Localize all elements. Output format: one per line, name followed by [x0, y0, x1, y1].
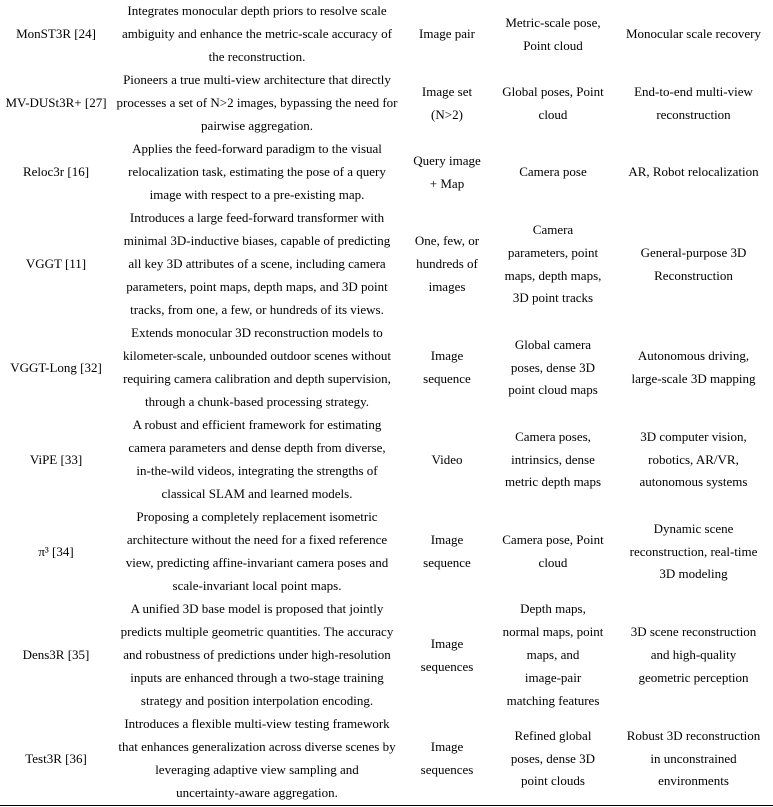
- input-line: Image: [430, 532, 464, 548]
- application-line: AR, Robot relocalization: [628, 164, 759, 180]
- description-line: tracks, from one, a few, or hundreds of its views.: [130, 301, 384, 317]
- description-cell: [112, 506, 402, 598]
- description-line: camera parameters and dense depth from diverse,: [128, 440, 386, 456]
- input-cell: [402, 138, 492, 207]
- application-cell: [614, 69, 773, 138]
- description-line: inputs are enhanced through a two-stage training: [130, 669, 384, 685]
- input-cell: [402, 207, 492, 322]
- output-cell: [492, 598, 614, 713]
- input-line: sequences: [420, 762, 474, 777]
- table-row: [0, 598, 773, 713]
- description-line: strategy and position interpolation encoding.: [140, 692, 374, 708]
- description-line: image with respect to a pre-existing map.: [149, 186, 365, 202]
- description-line: view, predicting affine-invariant camera poses and: [125, 555, 389, 570]
- description-line: relocalization task, estimating the pose of a query: [128, 164, 386, 180]
- input-cell: [402, 0, 492, 69]
- description-line: parameters, point maps, depth maps, and 3D point: [126, 278, 388, 294]
- input-cell: [402, 713, 492, 806]
- application-cell: [614, 506, 773, 598]
- table-row: [0, 207, 773, 322]
- application-line: robotics, AR/VR,: [648, 451, 739, 467]
- table-row: [0, 713, 773, 806]
- output-line: Metric-scale pose,: [505, 14, 601, 30]
- output-cell: [492, 713, 614, 806]
- description-line: kilometer-scale, unbounded outdoor scenes without: [123, 348, 391, 364]
- output-line: maps, depth maps,: [504, 267, 602, 283]
- method-cell: Dens3R [35]: [22, 647, 90, 663]
- input-line: Video: [431, 451, 463, 467]
- description-line: predicts multiple geometric quantities. The accuracy: [120, 624, 394, 640]
- input-cell: [402, 69, 492, 138]
- output-cell: [492, 69, 614, 138]
- description-cell: [112, 69, 402, 138]
- description-line: that enhances generalization across diverse scenes by: [118, 739, 396, 755]
- table-row: [0, 0, 773, 69]
- input-line: Query image: [413, 152, 481, 168]
- output-line: matching features: [506, 692, 600, 708]
- description-line: Pioneers a true multi-view architecture that directly: [123, 72, 391, 88]
- input-line: + Map: [429, 175, 465, 191]
- input-line: (N>2): [431, 106, 463, 122]
- application-line: and high-quality: [650, 647, 737, 663]
- method-cell: Reloc3r [16]: [22, 164, 90, 180]
- description-line: uncertainty-aware aggregation.: [176, 784, 338, 800]
- output-line: image-pair: [524, 669, 582, 685]
- description-line: Integrates monocular depth priors to resolve scale: [127, 3, 387, 19]
- input-line: sequence: [423, 371, 471, 386]
- table-row: [0, 414, 773, 506]
- method-cell: MV-DUSt3R+ [27]: [5, 95, 107, 111]
- input-line: sequence: [423, 555, 471, 570]
- application-line: Monocular scale recovery: [626, 26, 761, 42]
- output-cell: [492, 414, 614, 506]
- description-line: through a chunk-based processing strategy.: [144, 393, 370, 409]
- method-cell: π³ [34]: [38, 543, 74, 559]
- output-line: Refined global: [514, 727, 592, 743]
- input-cell: [402, 414, 492, 506]
- method-cell: ViPE [33]: [29, 451, 83, 467]
- description-line: Extends monocular 3D reconstruction models to: [131, 325, 383, 341]
- application-line: in unconstrained: [650, 750, 737, 766]
- output-line: Camera: [532, 221, 574, 237]
- application-cell: [614, 0, 773, 69]
- output-cell: [492, 207, 614, 322]
- application-line: Reconstruction: [654, 267, 733, 283]
- description-line: minimal 3D-inductive biases, capable of predicting: [123, 233, 391, 249]
- description-line: Introduces a large feed-forward transformer with: [129, 210, 385, 226]
- application-line: Dynamic scene: [653, 520, 734, 536]
- application-line: geometric perception: [638, 669, 749, 685]
- output-line: maps, and: [526, 647, 580, 663]
- description-cell: [112, 138, 402, 207]
- description-line: leveraging adaptive view sampling and: [155, 762, 359, 777]
- table-row: [0, 322, 773, 414]
- input-line: One, few, or: [414, 233, 480, 249]
- description-line: classical SLAM and learned models.: [161, 485, 353, 501]
- application-line: autonomous systems: [639, 474, 748, 490]
- description-line: requiring camera calibration and depth supervision,: [123, 371, 391, 386]
- output-line: Point cloud: [523, 37, 583, 53]
- description-line: scale-invariant local point maps.: [172, 577, 342, 593]
- input-line: sequences: [420, 658, 474, 674]
- application-cell: [614, 598, 773, 713]
- output-line: point cloud maps: [508, 382, 598, 398]
- output-line: parameters, point: [507, 244, 599, 260]
- description-line: all key 3D attributes of a scene, including camera: [128, 256, 386, 272]
- description-cell: [112, 598, 402, 713]
- output-line: Camera poses,: [515, 428, 591, 444]
- input-line: Image: [430, 635, 464, 651]
- output-line: Global camera: [514, 336, 592, 352]
- input-cell: [402, 506, 492, 598]
- application-line: General-purpose 3D: [640, 244, 747, 260]
- input-cell: [402, 598, 492, 713]
- application-cell: [614, 138, 773, 207]
- application-line: 3D modeling: [659, 566, 728, 582]
- output-line: metric depth maps: [504, 474, 602, 490]
- output-line: point clouds: [521, 773, 585, 789]
- application-line: 3D scene reconstruction: [630, 624, 757, 640]
- input-line: Image set: [421, 83, 473, 99]
- description-cell: [112, 713, 402, 806]
- method-cell: MonST3R [24]: [16, 26, 96, 42]
- output-line: poses, dense 3D: [510, 359, 596, 375]
- application-cell: [614, 713, 773, 806]
- application-cell: [614, 414, 773, 506]
- description-line: processes a set of N>2 images, bypassing the need for: [116, 95, 398, 111]
- application-cell: [614, 207, 773, 322]
- description-line: ambiguity and enhance the metric-scale accuracy of: [122, 26, 392, 42]
- output-cell: [492, 138, 614, 207]
- description-line: architecture without the need for a fixed reference: [126, 532, 388, 548]
- description-line: A robust and efficient framework for estimating: [132, 417, 382, 433]
- application-line: reconstruction, real-time: [629, 543, 758, 559]
- table-row: [0, 506, 773, 598]
- output-line: 3D point tracks: [512, 290, 594, 306]
- output-line: Depth maps,: [520, 601, 586, 617]
- output-cell: [492, 0, 614, 69]
- description-line: Proposing a completely replacement isometric: [136, 509, 378, 525]
- description-line: in-the-wild videos, integrating the strengths of: [136, 463, 378, 478]
- method-cell: VGGT-Long [32]: [10, 359, 102, 375]
- input-line: images: [428, 278, 466, 294]
- output-line: intrinsics, dense: [511, 451, 595, 467]
- application-line: reconstruction: [656, 106, 731, 122]
- description-cell: [112, 207, 402, 322]
- input-line: Image: [430, 739, 464, 755]
- description-line: Introduces a flexible multi-view testing framework: [124, 716, 390, 732]
- output-line: cloud: [538, 106, 568, 122]
- table-row: [0, 138, 773, 207]
- output-cell: [492, 506, 614, 598]
- output-cell: [492, 322, 614, 414]
- method-cell: Test3R [36]: [25, 750, 87, 766]
- description-line: pairwise aggregation.: [201, 117, 313, 133]
- application-line: End-to-end multi-view: [634, 83, 753, 99]
- application-line: large-scale 3D mapping: [631, 371, 756, 386]
- application-cell: [614, 322, 773, 414]
- description-line: A unified 3D base model is proposed that jointly: [130, 601, 384, 617]
- output-line: poses, dense 3D: [510, 750, 596, 766]
- application-line: environments: [658, 773, 729, 789]
- table-row: [0, 69, 773, 138]
- method-cell: VGGT [11]: [25, 256, 87, 272]
- output-line: Camera pose: [519, 164, 587, 180]
- description-line: and robustness of predictions under high-resolution: [123, 647, 391, 663]
- description-cell: [112, 0, 402, 69]
- description-line: Applies the feed-forward paradigm to the visual: [132, 141, 382, 157]
- description-cell: [112, 322, 402, 414]
- application-line: Autonomous driving,: [637, 348, 750, 364]
- output-line: cloud: [538, 555, 568, 570]
- output-line: Global poses, Point: [502, 83, 604, 99]
- description-line: the reconstruction.: [208, 48, 306, 64]
- input-line: hundreds of: [416, 256, 478, 272]
- input-line: Image: [430, 348, 464, 364]
- application-line: 3D computer vision,: [640, 428, 747, 444]
- output-line: Camera pose, Point: [502, 532, 604, 548]
- input-cell: [402, 322, 492, 414]
- input-line: Image pair: [419, 26, 475, 42]
- application-line: Robust 3D reconstruction: [626, 727, 761, 743]
- description-cell: [112, 414, 402, 506]
- output-line: normal maps, point: [502, 624, 604, 640]
